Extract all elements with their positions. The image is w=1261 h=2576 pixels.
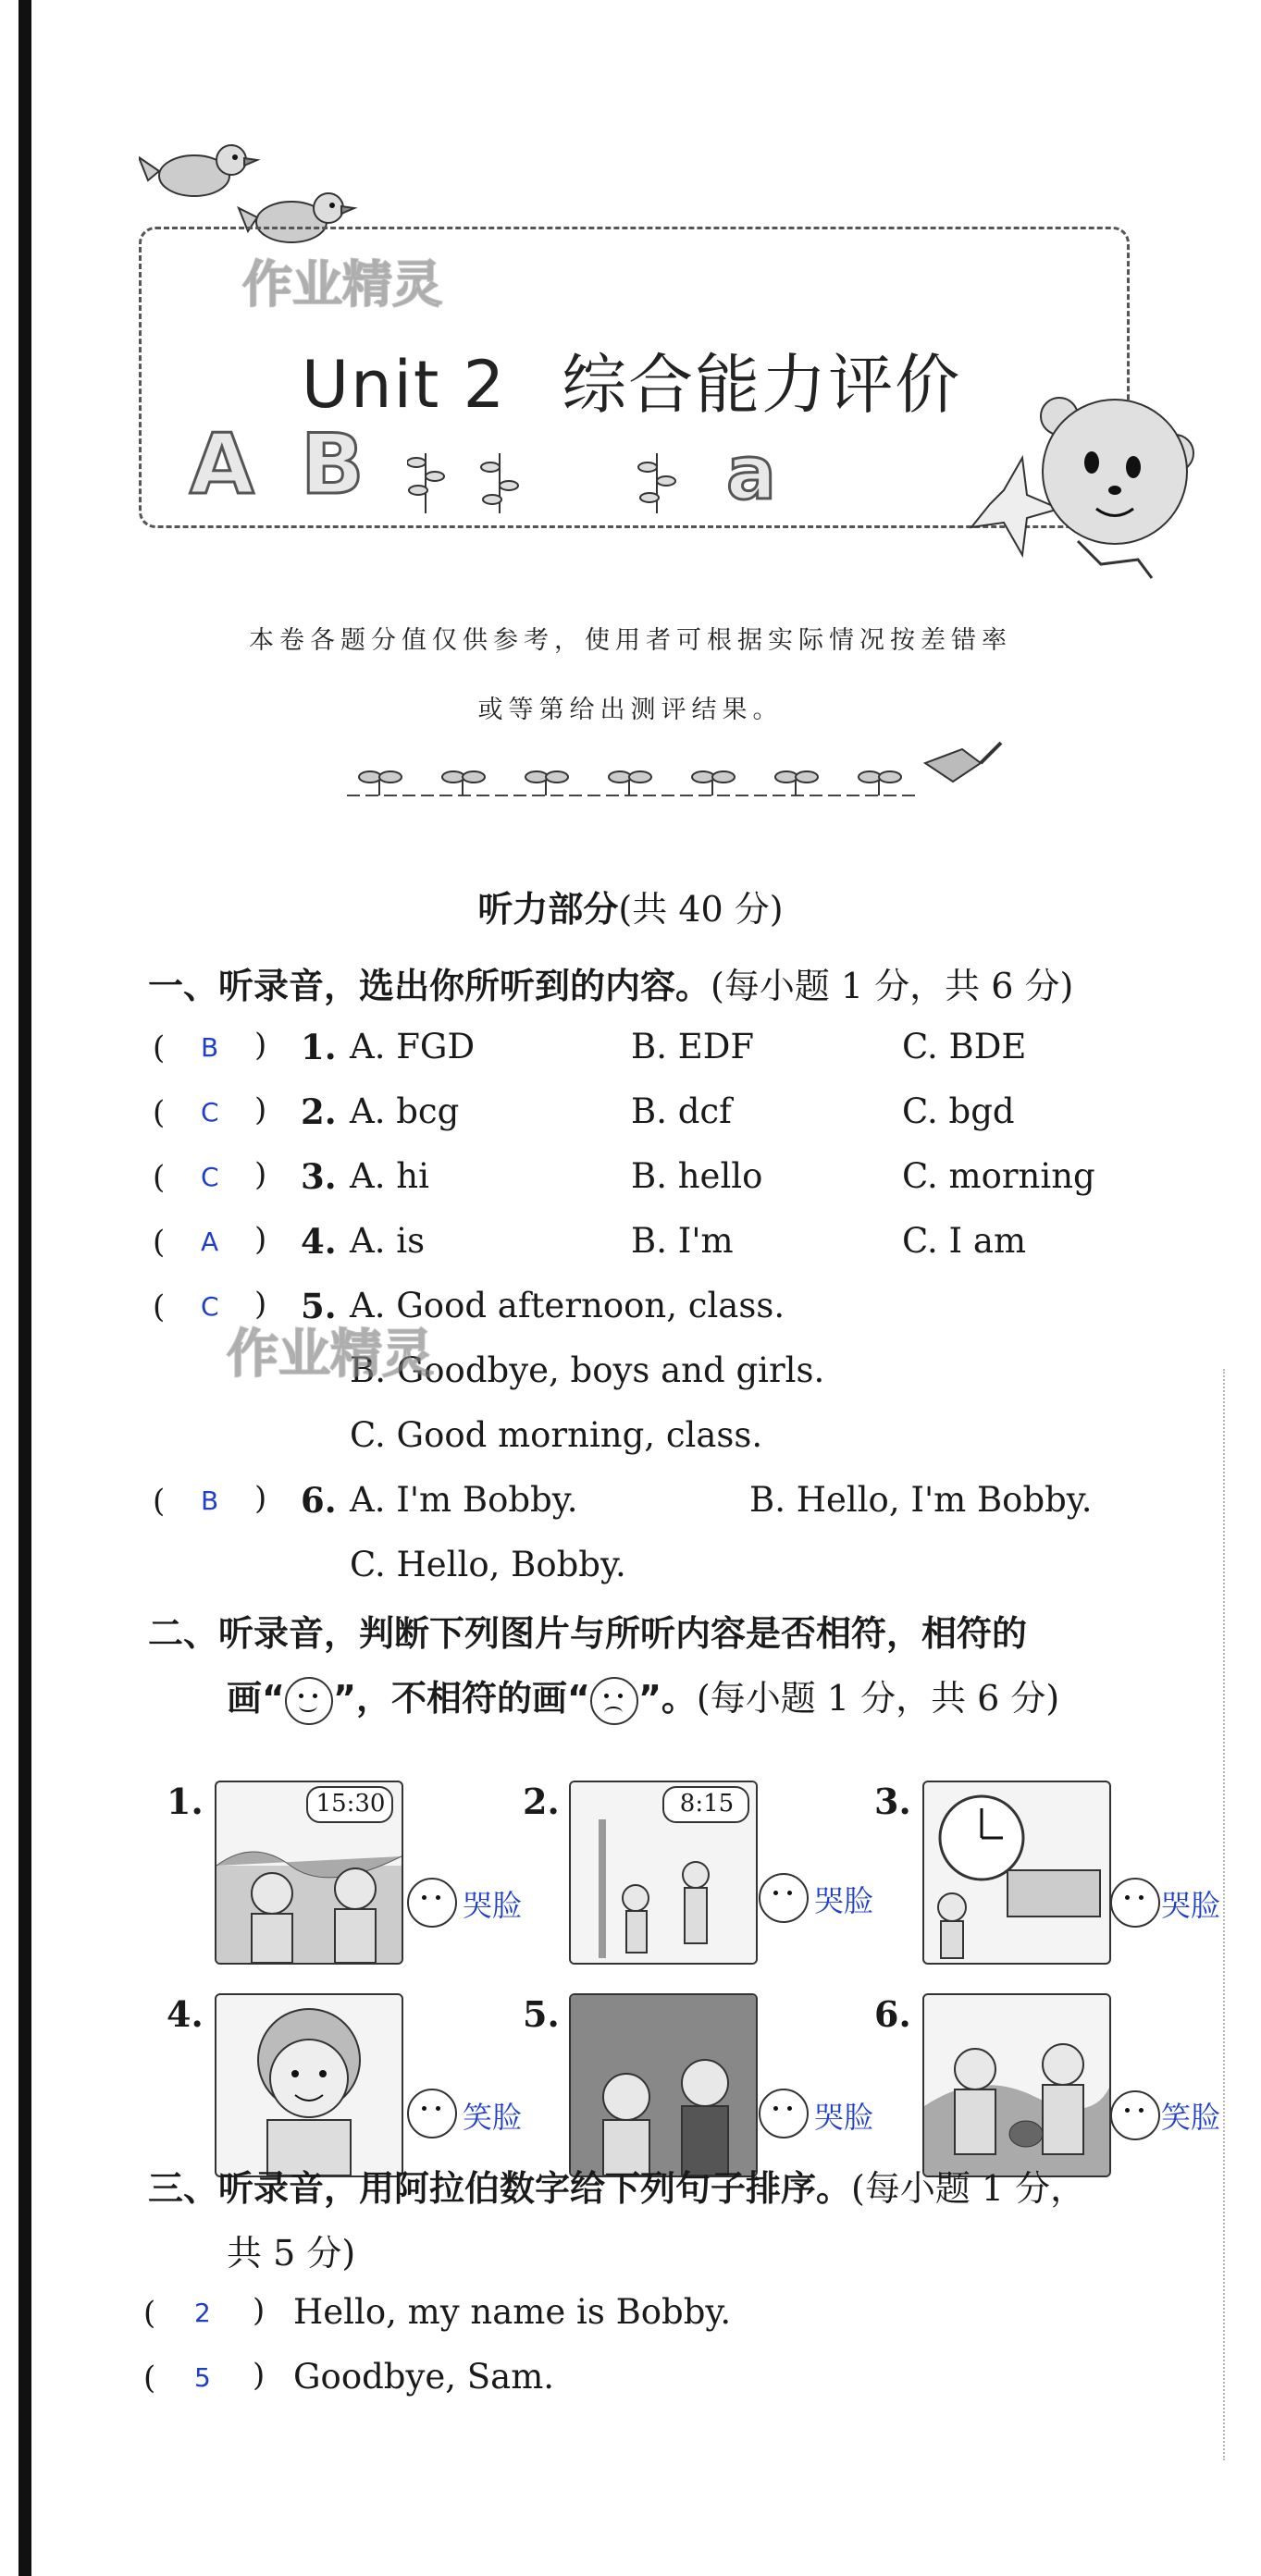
answer-paren: ) bbox=[254, 1480, 267, 1517]
option-a: A. is bbox=[350, 1221, 426, 1261]
answer-face-icon bbox=[1110, 2090, 1160, 2140]
smile-face-icon bbox=[285, 1677, 333, 1725]
option-b: B. I'm bbox=[631, 1221, 734, 1261]
q1-item-2 bbox=[153, 1091, 1015, 1132]
bear-illustration bbox=[939, 379, 1217, 601]
item-number: 3. bbox=[301, 1156, 337, 1197]
sentence-text: Hello, my name is Bobby. bbox=[293, 2292, 732, 2332]
answer-mark: C bbox=[201, 1291, 219, 1322]
answer-label: 哭脸 bbox=[463, 1888, 523, 1923]
title-unit: Unit 2 bbox=[301, 347, 507, 423]
q1-watermark: 作业精灵 bbox=[227, 1325, 434, 1385]
answer-paren: ( bbox=[153, 1159, 166, 1196]
option-a: A. I'm Bobby. bbox=[350, 1480, 578, 1520]
answer-paren: ) bbox=[254, 1156, 267, 1193]
answer-mark: C bbox=[201, 1162, 219, 1192]
answer-mark: A bbox=[201, 1226, 219, 1257]
q2-heading-line2 bbox=[227, 1670, 1059, 1725]
q3-heading-text: 三、听录音，用阿拉伯数字给下列句子排序。 bbox=[148, 2168, 852, 2209]
q3-item-2 bbox=[143, 2357, 555, 2397]
q2-line2-a: 画“ bbox=[227, 1678, 285, 1719]
q2-line2-b: ”，不相符的画“ bbox=[332, 1678, 590, 1719]
q1-item-6 bbox=[153, 1480, 1093, 1584]
clock-bubble: 8:15 bbox=[679, 1790, 735, 1818]
score-note-line1: 本卷各题分值仅供参考，使用者可根据实际情况按差错率 bbox=[249, 626, 1012, 655]
q2-points: (每小题 1 分，共 6 分) bbox=[696, 1678, 1060, 1719]
item-number: 5. bbox=[301, 1286, 337, 1326]
answer-paren: ( bbox=[153, 1224, 166, 1261]
picture-number: 6. bbox=[874, 1993, 911, 2035]
picture-4 bbox=[215, 1993, 403, 2177]
option-a: A. bcg bbox=[350, 1091, 460, 1131]
answer-label: 哭脸 bbox=[1161, 1888, 1221, 1923]
answer-mark: B bbox=[201, 1032, 219, 1063]
option-c: C. Good morning, class. bbox=[350, 1415, 763, 1455]
picture-number: 2. bbox=[523, 1781, 560, 1822]
q1-heading-text: 一、听录音，选出你所听到的内容。 bbox=[148, 966, 711, 1006]
item-number: 4. bbox=[301, 1221, 337, 1262]
listening-title: 听力部分 bbox=[477, 888, 619, 930]
option-c: C. bgd bbox=[902, 1091, 1015, 1131]
q1-item-4 bbox=[153, 1221, 1027, 1262]
answer-paren: ) bbox=[254, 1027, 267, 1064]
picture-6 bbox=[922, 1993, 1111, 2177]
answer-face-icon bbox=[1110, 1878, 1160, 1928]
option-b: B. hello bbox=[631, 1156, 763, 1196]
option-b: B. EDF bbox=[631, 1027, 755, 1066]
score-note-line2: 或等第给出测评结果。 bbox=[477, 696, 784, 724]
option-c: C. BDE bbox=[902, 1027, 1027, 1066]
option-c: C. I am bbox=[902, 1221, 1027, 1261]
banner-watermark: 作业精灵 bbox=[242, 255, 442, 314]
picture-number: 4. bbox=[167, 1993, 204, 2035]
picture-number: 1. bbox=[167, 1781, 204, 1822]
picture-number: 3. bbox=[874, 1781, 911, 1822]
option-a: A. hi bbox=[350, 1156, 429, 1196]
picture-3 bbox=[922, 1781, 1111, 1965]
answer-paren: ( bbox=[153, 1483, 166, 1520]
q3-item-1 bbox=[143, 2292, 732, 2332]
answer-paren: ( bbox=[143, 2360, 156, 2397]
answer-mark: 2 bbox=[194, 2298, 211, 2328]
answer-mark: B bbox=[201, 1485, 219, 1516]
picture-5 bbox=[569, 1993, 758, 2177]
q2-heading: 二、听录音，判断下列图片与所听内容是否相符，相符的 bbox=[148, 1613, 1028, 1654]
answer-paren: ) bbox=[254, 1091, 267, 1128]
answer-paren: ) bbox=[253, 2292, 266, 2329]
q1-item-3 bbox=[153, 1156, 1095, 1197]
listening-points: (共 40 分) bbox=[618, 889, 784, 930]
answer-label: 笑脸 bbox=[1161, 2100, 1221, 2135]
clock-bubble: 15:30 bbox=[315, 1790, 386, 1818]
margin-dotted-line bbox=[1223, 1369, 1225, 2460]
picture-number: 5. bbox=[523, 1993, 560, 2035]
banner-letter-b: B bbox=[301, 416, 365, 513]
answer-paren: ) bbox=[254, 1286, 267, 1323]
answer-face-icon bbox=[407, 1878, 457, 1928]
option-c: C. morning bbox=[902, 1156, 1095, 1196]
answer-paren: ) bbox=[254, 1221, 267, 1258]
option-b: B. Goodbye, boys and girls. bbox=[350, 1350, 825, 1390]
option-a: A. FGD bbox=[350, 1027, 476, 1066]
answer-paren: ( bbox=[143, 2295, 156, 2332]
sprout-row-decoration bbox=[342, 735, 1008, 809]
option-c: C. Hello, Bobby. bbox=[350, 1545, 626, 1584]
q3-points2: 共 5 分) bbox=[227, 2233, 356, 2274]
item-number: 1. bbox=[301, 1027, 337, 1067]
answer-paren: ( bbox=[153, 1288, 166, 1325]
q3-heading-line2 bbox=[227, 2225, 355, 2275]
answer-mark: C bbox=[201, 1097, 219, 1128]
answer-label: 哭脸 bbox=[814, 1883, 874, 1918]
q1-points: (每小题 1 分，共 6 分) bbox=[711, 966, 1074, 1006]
q2-line2-c: ”。 bbox=[637, 1678, 697, 1719]
item-number: 2. bbox=[301, 1091, 337, 1132]
answer-paren: ( bbox=[153, 1094, 166, 1131]
sprouts-decoration bbox=[407, 435, 722, 518]
answer-paren: ( bbox=[153, 1029, 166, 1066]
q1-heading bbox=[148, 957, 1073, 1008]
item-number: 6. bbox=[301, 1480, 337, 1521]
answer-paren: ) bbox=[253, 2357, 266, 2394]
picture-1 bbox=[215, 1781, 403, 1965]
listening-section-title bbox=[0, 881, 1261, 931]
answer-mark: 5 bbox=[194, 2362, 211, 2393]
banner-letter-a: A bbox=[190, 416, 254, 513]
picture-2 bbox=[569, 1781, 758, 1965]
q1-item-1 bbox=[153, 1027, 1027, 1067]
answer-face-icon bbox=[759, 2089, 809, 2138]
title-cn: 综合能力评价 bbox=[562, 347, 962, 423]
answer-label: 笑脸 bbox=[463, 2100, 523, 2135]
q3-heading bbox=[148, 2160, 1085, 2211]
q3-points: (每小题 1 分， bbox=[851, 2168, 1086, 2209]
option-b: B. Hello, I'm Bobby. bbox=[749, 1480, 1093, 1520]
answer-label: 哭脸 bbox=[814, 2100, 874, 2135]
option-b: B. dcf bbox=[631, 1091, 732, 1131]
answer-face-icon bbox=[407, 2089, 457, 2138]
sad-face-icon bbox=[590, 1677, 638, 1725]
answer-face-icon bbox=[759, 1873, 809, 1923]
option-a: A. Good afternoon, class. bbox=[350, 1286, 785, 1325]
banner-letter-small-a: a bbox=[726, 430, 776, 516]
page-spine bbox=[19, 0, 31, 2576]
sentence-text: Goodbye, Sam. bbox=[293, 2357, 555, 2397]
